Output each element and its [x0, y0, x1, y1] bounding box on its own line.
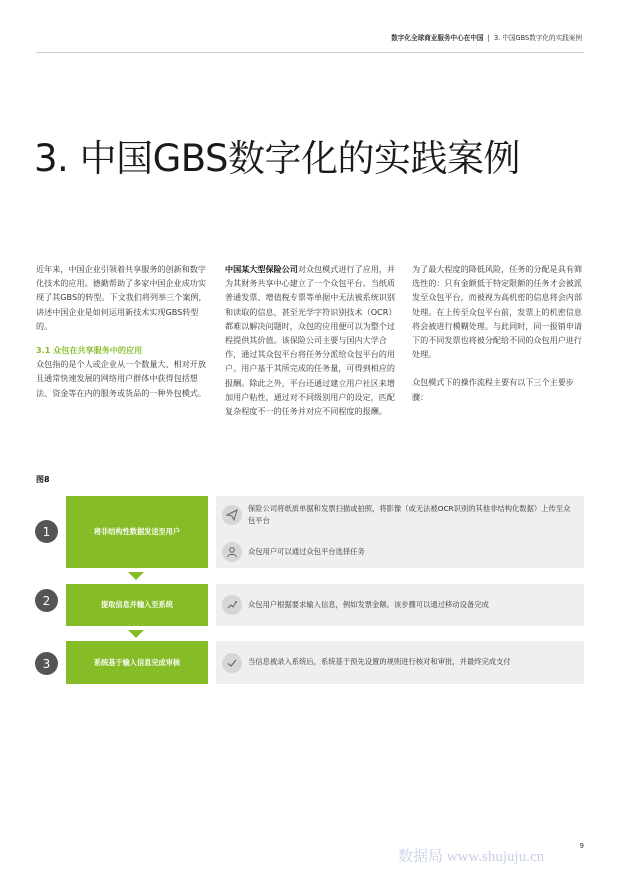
crowdsourcing-definition: 众包指的是个人或企业从一个数量大、相对开放且通常快速发展的网络用户群体中获得包括想法、资金等在内的服务或货品的一种外包模式。: [36, 359, 206, 398]
step-2-item-1: [216, 584, 584, 626]
step-2-item-1-text: 众包用户根据要求输入信息，例如发票金额。该步骤可以通过移动设备完成: [248, 599, 489, 609]
flow-arrow-1: [128, 572, 144, 580]
hand-input-icon: [222, 595, 242, 615]
flow-arrow-2: [128, 630, 144, 638]
step-number-3: 3: [35, 652, 58, 675]
header-divider: [36, 52, 584, 53]
text-column-2: [225, 262, 395, 418]
step-panel-3: [216, 641, 584, 684]
step-box-2: 提取信息并输入至系统: [66, 584, 208, 626]
step-1-item-2: [216, 540, 584, 564]
case-body: 对众包模式进行了应用，并为其财务共享中心建立了一个众包平台。当纸质普通发票、增值税专票等单据中无法被系统识别和读取的信息，甚至光学字符识别技术（OCR）都难以解决问题时，众包的应用便可以为整个过程提供其价值。该保险公司主要与国内大学合作，通过其众包平台将任务分派给众包平台的用户。用户基于其所完成的任务量，可得到相应的报酬。除此之外，平台还通过建立用户社区来增加用户粘性，通过对不同级别用户的设定，匹配复杂程度不一的任务并对应不同程度的报酬。: [225, 264, 395, 417]
step-3-item-1-text: 当信息被录入系统后，系统基于预先设置的规则进行核对和审批，并最终完成支付: [248, 657, 511, 667]
step-number-1: 1: [35, 520, 58, 543]
case-company-lead: 中国某大型保险公司: [225, 264, 298, 274]
step-1-item-1: [216, 496, 584, 534]
step-panel-1: [216, 496, 584, 568]
page-number: 9: [579, 842, 584, 850]
paper-plane-icon: [222, 505, 242, 525]
step-number-2: 2: [35, 589, 58, 612]
text-column-1: [36, 262, 208, 400]
user-icon: [222, 542, 242, 562]
step-1-item-2-text: 众包用户可以通过众包平台选择任务: [248, 546, 365, 556]
step-box-1: 将非结构性数据发送至用户: [66, 496, 208, 568]
page-title: 3. 中国GBS数字化的实践案例: [34, 137, 520, 180]
text-column-3: [412, 262, 584, 404]
watermark: 数据局 www.shujuju.cn: [398, 849, 545, 865]
step-1-item-1-text: 保险公司将纸质单据和发票扫描或拍照，将影像（或无法被OCR识别的其他非结构化数据）上传至众包平台: [248, 503, 571, 525]
figure-label: 图8: [36, 475, 50, 484]
header-chapter: 3. 中国GBS数字化的实践案例: [493, 34, 582, 42]
risk-paragraph: 为了最大程度的降低风险，任务的分配是具有筛选性的：只有金额低于特定限额的任务才会被派发至众包平台，而被视为高机密的信息将会内部处理。在上传至众包平台前，发票上的机密信息将会被进行模糊处理。与此同时，同一报销申请下的不同发票也将被分配给不同的众包用户进行处理。: [412, 264, 582, 360]
header-separator: |: [487, 34, 490, 42]
section-subheading: 3.1 众包在共享服务中的应用: [36, 345, 143, 356]
checkmark-icon: [222, 653, 242, 673]
running-header: [391, 32, 582, 42]
step-box-3: 系统基于输入信息完成审核: [66, 641, 208, 684]
steps-intro-paragraph: 众包模式下的操作流程主要有以下三个主要步骤：: [412, 377, 574, 402]
intro-paragraph: 近年来，中国企业引领着共享服务的创新和数字化技术的应用。德勤帮助了多家中国企业成功实现了其GBS的转型。下文我们将列举三个案例，讲述中国企业是如何运用新技术实现GBS转型的。: [36, 264, 207, 331]
header-section: 数字化全球商业服务中心在中国: [391, 34, 484, 42]
step-panel-2: [216, 584, 584, 626]
step-3-item-1: [216, 641, 584, 684]
case-paragraph: [225, 262, 395, 418]
